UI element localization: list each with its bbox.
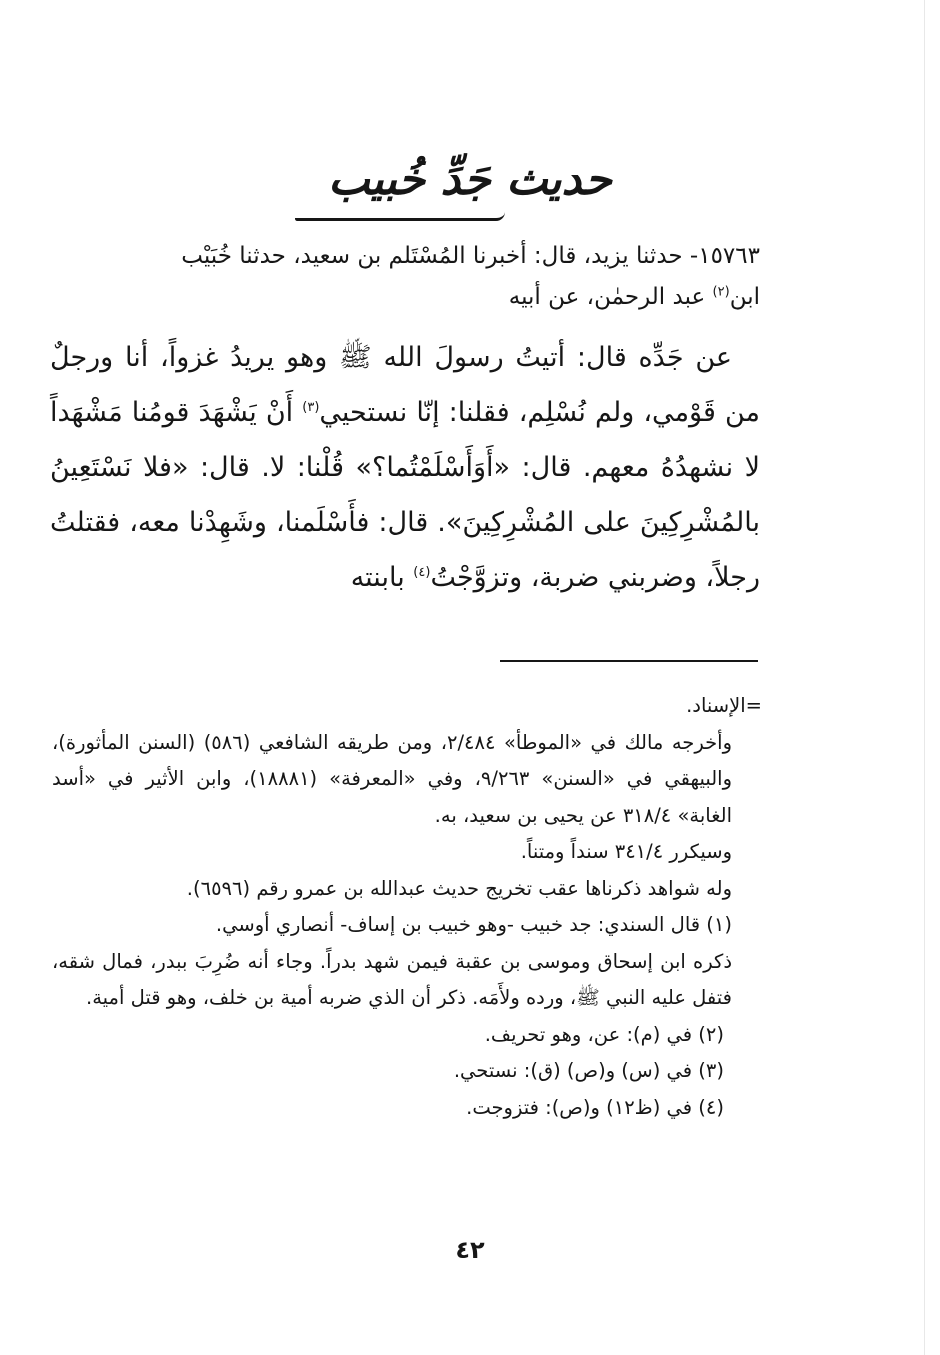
matn-part-3: بابنته xyxy=(350,562,414,593)
note-takhrij: وأخرجه مالك في «الموطأ» ٢/٤٨٤، ومن طريقه الشافعي (٥٨٦) (السنن المأثورة)، والبيهقي في «السنن» ٩/٢٦٣، وفي «المعرفة» (١٨٨٨١)، وابن الأثير في «أسد الغابة» ٣١٨/٤ عن يحيى بن سعيد، به. xyxy=(52,730,732,827)
footnote-marker-4: (٤) xyxy=(413,565,431,580)
hadith-body xyxy=(50,236,760,605)
note-repeat: وسيكرر ٣٤١/٤ سنداً ومتناً. xyxy=(520,840,732,863)
hadith-title: حديث جَدِّ خُبيب xyxy=(328,154,612,205)
footnotes xyxy=(52,688,762,1126)
isnad-line-1: ١٥٧٦٣- حدثنا يزيد، قال: أخبرنا المُسْتَلم بن سعيد، حدثنا خُبَيْب xyxy=(181,243,760,269)
footnote-3: (٣) في (س) و(ص) (ق): نستحي. xyxy=(453,1059,724,1082)
matn-part-1: عن جَدِّه قال: أتيتُ رسولَ الله ﷺ وهو يريدُ غزواً، أنا ورجلٌ من قَوْمي، ولم نُسْلِم، فقلنا: إنّا نستحيي xyxy=(50,342,760,428)
footnote-marker-3: (٣) xyxy=(302,400,320,415)
isnad-line-2-start: ابن xyxy=(729,284,760,310)
isnad-line-2-end: عبد الرحمٰن، عن أبيه xyxy=(508,284,713,310)
footnote-marker-2: (٢) xyxy=(712,284,730,300)
note-isnad-continuation: =الإسناد. xyxy=(686,694,762,717)
note-shawahid: وله شواهد ذكرناها عقب تخريج حديث عبدالله بن عمرو رقم (٦٥٩٦). xyxy=(186,876,732,900)
hadith-text xyxy=(50,330,760,605)
matn-part-2: أَنْ يَشْهَدَ قومُنا مَشْهَداً لا نشهدُهُ معهم. قال: «أَوَأَسْلَمْتُما؟» قُلْنا: لا. قال: «فلا نَسْتَعِينُ بالمُشْرِكِينَ على المُشْرِكِينَ». قال: فأَسْلَمنا، وشَهِدْنا معه، فقتلتُ رجلاً، وضربني ضربة، وتزوَّجْتُ xyxy=(50,397,760,593)
footnote-1-continued: ذكره ابن إسحاق وموسى بن عقبة فيمن شهد بدراً. وجاء أنه ضُرِبَ ببدر، فمال شقه، فتفل عليه النبي ﷺ، ورده ولأَمَه. ذكر أن الذي ضربه أمية بن خلف، وهو قتل أمية. xyxy=(52,949,732,1009)
footnote-separator xyxy=(500,660,758,662)
page-number: ٤٢ xyxy=(455,1236,485,1264)
footnote-1: (١) قال السندي: جد خبيب -وهو خبيب بن إساف- أنصاري أوسي. xyxy=(215,913,732,936)
page-edge-line xyxy=(924,0,925,1355)
isnad-chain xyxy=(50,236,760,318)
footnote-4: (٤) في (ظ١٢) و(ص): فتزوجت. xyxy=(466,1095,724,1119)
footnote-2: (٢) في (م): عن، وهو تحريف. xyxy=(484,1022,724,1046)
title-flourish xyxy=(295,212,505,221)
